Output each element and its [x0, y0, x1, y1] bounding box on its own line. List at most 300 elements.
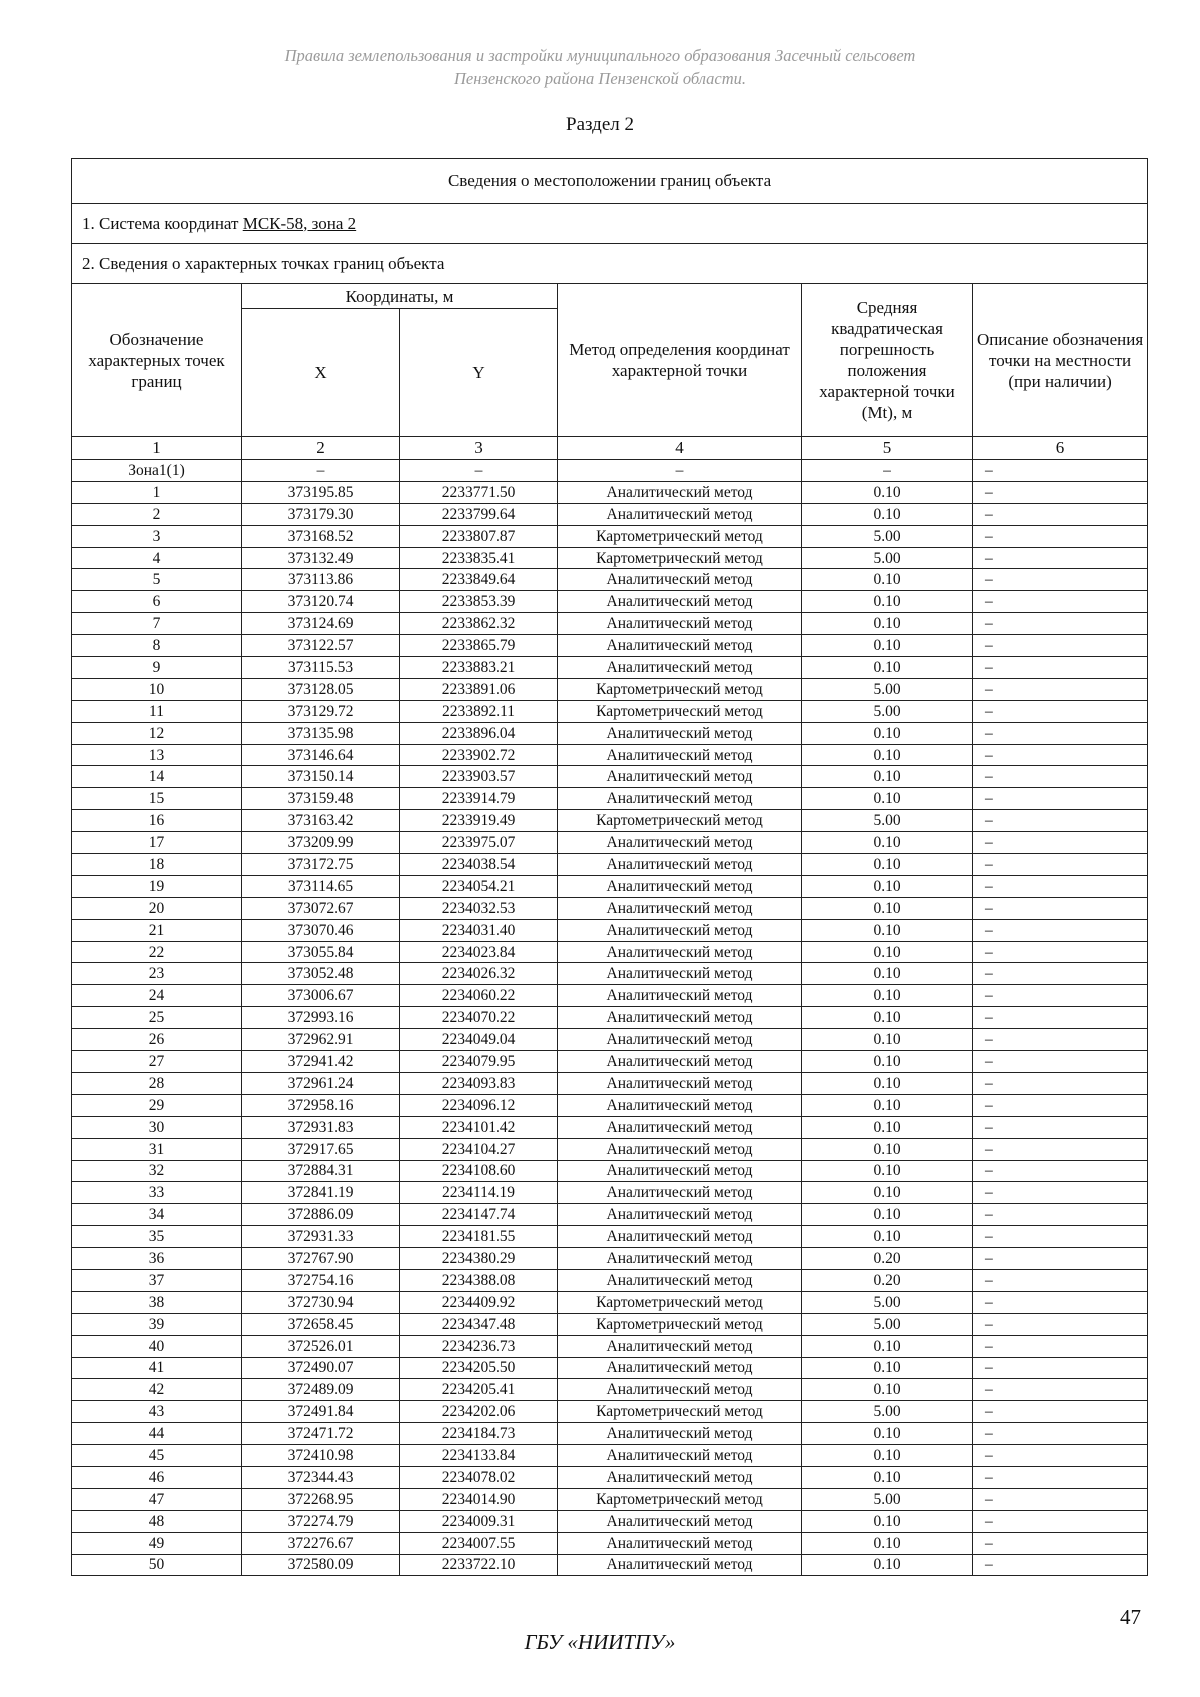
- description-cell: –: [973, 657, 1148, 679]
- x-coordinate: 373115.53: [242, 657, 400, 679]
- table-row: [72, 460, 1148, 482]
- error-cell: 0.10: [802, 1204, 973, 1226]
- header-x: X: [242, 309, 400, 437]
- points-section-title: 2. Сведения о характерных точках границ объекта: [72, 244, 1148, 284]
- table-row: [72, 1379, 1148, 1401]
- table-row: [72, 1160, 1148, 1182]
- error-cell: 0.10: [802, 897, 973, 919]
- point-designation: 47: [72, 1488, 242, 1510]
- x-coordinate: 373159.48: [242, 788, 400, 810]
- error-cell: 5.00: [802, 525, 973, 547]
- description-cell: –: [973, 919, 1148, 941]
- description-cell: –: [973, 1423, 1148, 1445]
- description-cell: –: [973, 1379, 1148, 1401]
- error-cell: 0.10: [802, 985, 973, 1007]
- point-designation: 33: [72, 1182, 242, 1204]
- page-number: 47: [1120, 1605, 1141, 1629]
- method-cell: Картометрический метод: [558, 1313, 802, 1335]
- x-coordinate: 372886.09: [242, 1204, 400, 1226]
- table-row: [72, 635, 1148, 657]
- error-cell: 0.10: [802, 788, 973, 810]
- error-cell: 5.00: [802, 1401, 973, 1423]
- method-cell: Аналитический метод: [558, 1466, 802, 1488]
- error-cell: 0.10: [802, 503, 973, 525]
- y-coordinate: 2233903.57: [400, 766, 558, 788]
- y-coordinate: 2234147.74: [400, 1204, 558, 1226]
- y-coordinate: 2234114.19: [400, 1182, 558, 1204]
- method-cell: Аналитический метод: [558, 481, 802, 503]
- point-designation: 43: [72, 1401, 242, 1423]
- x-coordinate: 372931.33: [242, 1226, 400, 1248]
- point-designation: 44: [72, 1423, 242, 1445]
- y-coordinate: 2234205.50: [400, 1357, 558, 1379]
- error-cell: –: [802, 460, 973, 482]
- y-coordinate: 2234079.95: [400, 1051, 558, 1073]
- x-coordinate: 372489.09: [242, 1379, 400, 1401]
- error-cell: 0.10: [802, 481, 973, 503]
- point-designation: 13: [72, 744, 242, 766]
- x-coordinate: 373120.74: [242, 591, 400, 613]
- method-cell: Аналитический метод: [558, 963, 802, 985]
- x-coordinate: 372580.09: [242, 1554, 400, 1576]
- header-error: Средняя квадратическая погрешность положения характерной точки (Mt), м: [802, 284, 973, 437]
- point-designation: 19: [72, 875, 242, 897]
- error-cell: 0.20: [802, 1248, 973, 1270]
- point-designation: 36: [72, 1248, 242, 1270]
- method-cell: Аналитический метод: [558, 1226, 802, 1248]
- error-cell: 0.10: [802, 919, 973, 941]
- point-designation: 48: [72, 1510, 242, 1532]
- y-coordinate: 2233799.64: [400, 503, 558, 525]
- description-cell: –: [973, 832, 1148, 854]
- method-cell: Аналитический метод: [558, 1554, 802, 1576]
- x-coordinate: 372884.31: [242, 1160, 400, 1182]
- x-coordinate: 372841.19: [242, 1182, 400, 1204]
- description-cell: –: [973, 722, 1148, 744]
- y-coordinate: 2233853.39: [400, 591, 558, 613]
- error-cell: 0.10: [802, 854, 973, 876]
- table-row: [72, 569, 1148, 591]
- point-designation: 37: [72, 1269, 242, 1291]
- x-coordinate: 372958.16: [242, 1094, 400, 1116]
- description-cell: –: [973, 810, 1148, 832]
- point-designation: 40: [72, 1335, 242, 1357]
- description-cell: –: [973, 985, 1148, 1007]
- error-cell: 0.10: [802, 1138, 973, 1160]
- error-cell: 0.10: [802, 613, 973, 635]
- description-cell: –: [973, 1532, 1148, 1554]
- x-coordinate: 373070.46: [242, 919, 400, 941]
- section-title: Раздел 2: [566, 114, 634, 135]
- running-header-line1: Правила землепользования и застройки муниципального образования Засечный сельсовет: [284, 46, 916, 65]
- y-coordinate: –: [400, 460, 558, 482]
- method-cell: Аналитический метод: [558, 941, 802, 963]
- table-row: [72, 1488, 1148, 1510]
- description-cell: –: [973, 1160, 1148, 1182]
- point-designation: 7: [72, 613, 242, 635]
- x-coordinate: 372276.67: [242, 1532, 400, 1554]
- table-row: [72, 657, 1148, 679]
- point-designation: 4: [72, 547, 242, 569]
- x-coordinate: 373129.72: [242, 700, 400, 722]
- x-coordinate: 373209.99: [242, 832, 400, 854]
- x-coordinate: 373114.65: [242, 875, 400, 897]
- x-coordinate: 372931.83: [242, 1116, 400, 1138]
- point-designation: 5: [72, 569, 242, 591]
- method-cell: Аналитический метод: [558, 919, 802, 941]
- point-designation: 1: [72, 481, 242, 503]
- point-designation: 18: [72, 854, 242, 876]
- method-cell: –: [558, 460, 802, 482]
- y-coordinate: 2234236.73: [400, 1335, 558, 1357]
- error-cell: 0.10: [802, 1357, 973, 1379]
- description-cell: –: [973, 1313, 1148, 1335]
- table-row: [72, 1029, 1148, 1051]
- point-designation: 46: [72, 1466, 242, 1488]
- y-coordinate: 2234060.22: [400, 985, 558, 1007]
- table-row: [72, 1357, 1148, 1379]
- table-row: [72, 1532, 1148, 1554]
- table-row: [72, 766, 1148, 788]
- point-designation: 22: [72, 941, 242, 963]
- y-coordinate: 2234133.84: [400, 1445, 558, 1467]
- y-coordinate: 2234409.92: [400, 1291, 558, 1313]
- table-row: [72, 1007, 1148, 1029]
- y-coordinate: 2234078.02: [400, 1466, 558, 1488]
- y-coordinate: 2234347.48: [400, 1313, 558, 1335]
- table-row: [72, 1423, 1148, 1445]
- table-row: [72, 547, 1148, 569]
- point-designation: 15: [72, 788, 242, 810]
- point-designation: 25: [72, 1007, 242, 1029]
- column-number: 6: [973, 437, 1148, 460]
- description-cell: –: [973, 1445, 1148, 1467]
- point-designation: 26: [72, 1029, 242, 1051]
- y-coordinate: 2234054.21: [400, 875, 558, 897]
- method-cell: Аналитический метод: [558, 788, 802, 810]
- header-method: Метод определения координат характерной точки: [558, 284, 802, 437]
- table-row: [72, 897, 1148, 919]
- error-cell: 0.10: [802, 635, 973, 657]
- error-cell: 5.00: [802, 700, 973, 722]
- y-coordinate: 2234026.32: [400, 963, 558, 985]
- point-designation: 8: [72, 635, 242, 657]
- error-cell: 0.10: [802, 591, 973, 613]
- point-designation: 30: [72, 1116, 242, 1138]
- point-designation: 24: [72, 985, 242, 1007]
- error-cell: 0.10: [802, 832, 973, 854]
- y-coordinate: 2233722.10: [400, 1554, 558, 1576]
- description-cell: –: [973, 1466, 1148, 1488]
- table-row: [72, 722, 1148, 744]
- point-designation: 23: [72, 963, 242, 985]
- method-cell: Аналитический метод: [558, 1094, 802, 1116]
- description-cell: –: [973, 1204, 1148, 1226]
- point-designation: 29: [72, 1094, 242, 1116]
- x-coordinate: 373146.64: [242, 744, 400, 766]
- point-designation: 14: [72, 766, 242, 788]
- table-row: [72, 854, 1148, 876]
- table-row: [72, 481, 1148, 503]
- method-cell: Аналитический метод: [558, 613, 802, 635]
- description-cell: –: [973, 1007, 1148, 1029]
- error-cell: 0.10: [802, 1423, 973, 1445]
- method-cell: Аналитический метод: [558, 1116, 802, 1138]
- method-cell: Картометрический метод: [558, 810, 802, 832]
- running-header-line2: Пензенского района Пензенской области.: [454, 69, 746, 88]
- x-coordinate: 372268.95: [242, 1488, 400, 1510]
- x-coordinate: 372491.84: [242, 1401, 400, 1423]
- method-cell: Аналитический метод: [558, 1072, 802, 1094]
- description-cell: –: [973, 1094, 1148, 1116]
- method-cell: Аналитический метод: [558, 1335, 802, 1357]
- coordinate-system: [72, 204, 1148, 244]
- x-coordinate: 373132.49: [242, 547, 400, 569]
- x-coordinate: 372658.45: [242, 1313, 400, 1335]
- point-designation: 35: [72, 1226, 242, 1248]
- description-cell: –: [973, 1335, 1148, 1357]
- error-cell: 0.10: [802, 1379, 973, 1401]
- method-cell: Аналитический метод: [558, 1445, 802, 1467]
- y-coordinate: 2233919.49: [400, 810, 558, 832]
- y-coordinate: 2233771.50: [400, 481, 558, 503]
- table-row: [72, 1291, 1148, 1313]
- point-designation: 49: [72, 1532, 242, 1554]
- y-coordinate: 2233849.64: [400, 569, 558, 591]
- footer-organization: ГБУ «НИИТПУ»: [524, 1630, 676, 1654]
- table-row: [72, 985, 1148, 1007]
- error-cell: 0.10: [802, 1226, 973, 1248]
- point-designation: 32: [72, 1160, 242, 1182]
- header-designation: Обозначение характерных точек границ: [72, 284, 242, 437]
- table-title: Сведения о местоположении границ объекта: [72, 159, 1148, 204]
- description-cell: –: [973, 1269, 1148, 1291]
- description-cell: –: [973, 1291, 1148, 1313]
- error-cell: 0.10: [802, 1072, 973, 1094]
- y-coordinate: 2233883.21: [400, 657, 558, 679]
- description-cell: –: [973, 1138, 1148, 1160]
- table-row: [72, 875, 1148, 897]
- table-row: [72, 1401, 1148, 1423]
- point-designation: 45: [72, 1445, 242, 1467]
- y-coordinate: 2234032.53: [400, 897, 558, 919]
- x-coordinate: 372993.16: [242, 1007, 400, 1029]
- x-coordinate: 373006.67: [242, 985, 400, 1007]
- y-coordinate: 2234093.83: [400, 1072, 558, 1094]
- description-cell: –: [973, 788, 1148, 810]
- x-coordinate: 373055.84: [242, 941, 400, 963]
- method-cell: Аналитический метод: [558, 766, 802, 788]
- header-coordinates: Координаты, м: [242, 284, 558, 309]
- y-coordinate: 2233975.07: [400, 832, 558, 854]
- table-row: [72, 1182, 1148, 1204]
- table-row: [72, 1335, 1148, 1357]
- table-row: [72, 1248, 1148, 1270]
- point-designation: 27: [72, 1051, 242, 1073]
- table-row: [72, 744, 1148, 766]
- error-cell: 0.10: [802, 569, 973, 591]
- column-number: 2: [242, 437, 400, 460]
- description-cell: –: [973, 700, 1148, 722]
- error-cell: 0.10: [802, 963, 973, 985]
- y-coordinate: 2234070.22: [400, 1007, 558, 1029]
- error-cell: 0.10: [802, 1532, 973, 1554]
- column-numbers-row: [72, 437, 1148, 460]
- y-coordinate: 2234104.27: [400, 1138, 558, 1160]
- description-cell: –: [973, 525, 1148, 547]
- x-coordinate: 373052.48: [242, 963, 400, 985]
- error-cell: 0.10: [802, 744, 973, 766]
- x-coordinate: 373163.42: [242, 810, 400, 832]
- description-cell: –: [973, 897, 1148, 919]
- table-row: [72, 1072, 1148, 1094]
- method-cell: Картометрический метод: [558, 1488, 802, 1510]
- x-coordinate: 373150.14: [242, 766, 400, 788]
- header-description: Описание обозначения точки на местности (при наличии): [973, 284, 1148, 437]
- y-coordinate: 2234202.06: [400, 1401, 558, 1423]
- error-cell: 0.10: [802, 722, 973, 744]
- method-cell: Аналитический метод: [558, 1379, 802, 1401]
- method-cell: Аналитический метод: [558, 1423, 802, 1445]
- method-cell: Аналитический метод: [558, 897, 802, 919]
- error-cell: 0.10: [802, 941, 973, 963]
- method-cell: Аналитический метод: [558, 503, 802, 525]
- table-row: [72, 1116, 1148, 1138]
- method-cell: Картометрический метод: [558, 678, 802, 700]
- x-coordinate: 373113.86: [242, 569, 400, 591]
- error-cell: 5.00: [802, 1313, 973, 1335]
- error-cell: 0.10: [802, 1335, 973, 1357]
- x-coordinate: 372410.98: [242, 1445, 400, 1467]
- column-number: 1: [72, 437, 242, 460]
- error-cell: 5.00: [802, 810, 973, 832]
- x-coordinate: 373124.69: [242, 613, 400, 635]
- y-coordinate: 2233835.41: [400, 547, 558, 569]
- column-number: 5: [802, 437, 973, 460]
- error-cell: 0.10: [802, 1094, 973, 1116]
- method-cell: Аналитический метод: [558, 591, 802, 613]
- method-cell: Аналитический метод: [558, 985, 802, 1007]
- coordinate-system-value: МСК-58, зона 2: [242, 213, 357, 233]
- point-designation: 11: [72, 700, 242, 722]
- description-cell: –: [973, 1072, 1148, 1094]
- x-coordinate: 373122.57: [242, 635, 400, 657]
- method-cell: Аналитический метод: [558, 1269, 802, 1291]
- method-cell: Аналитический метод: [558, 1138, 802, 1160]
- point-designation: 28: [72, 1072, 242, 1094]
- method-cell: Аналитический метод: [558, 635, 802, 657]
- description-cell: –: [973, 613, 1148, 635]
- x-coordinate: 372344.43: [242, 1466, 400, 1488]
- method-cell: Аналитический метод: [558, 1248, 802, 1270]
- method-cell: Картометрический метод: [558, 1291, 802, 1313]
- table-row: [72, 810, 1148, 832]
- x-coordinate: 372754.16: [242, 1269, 400, 1291]
- point-designation: 39: [72, 1313, 242, 1335]
- x-coordinate: 373179.30: [242, 503, 400, 525]
- y-coordinate: 2233807.87: [400, 525, 558, 547]
- method-cell: Аналитический метод: [558, 1051, 802, 1073]
- description-cell: –: [973, 1182, 1148, 1204]
- method-cell: Аналитический метод: [558, 744, 802, 766]
- y-coordinate: 2234023.84: [400, 941, 558, 963]
- error-cell: 5.00: [802, 1291, 973, 1313]
- error-cell: 0.10: [802, 766, 973, 788]
- x-coordinate: –: [242, 460, 400, 482]
- description-cell: –: [973, 1029, 1148, 1051]
- description-cell: –: [973, 1248, 1148, 1270]
- description-cell: –: [973, 941, 1148, 963]
- description-cell: –: [973, 1510, 1148, 1532]
- table-row: [72, 963, 1148, 985]
- table-row: [72, 941, 1148, 963]
- table-row: [72, 1445, 1148, 1467]
- point-designation: 16: [72, 810, 242, 832]
- x-coordinate: 372490.07: [242, 1357, 400, 1379]
- point-designation: 9: [72, 657, 242, 679]
- y-coordinate: 2233865.79: [400, 635, 558, 657]
- x-coordinate: 372730.94: [242, 1291, 400, 1313]
- method-cell: Аналитический метод: [558, 1182, 802, 1204]
- table-row: [72, 503, 1148, 525]
- description-cell: –: [973, 569, 1148, 591]
- coordinate-system-label: 1. Система координат: [82, 213, 243, 233]
- point-designation: 20: [72, 897, 242, 919]
- y-coordinate: 2234380.29: [400, 1248, 558, 1270]
- method-cell: Картометрический метод: [558, 547, 802, 569]
- point-designation: 17: [72, 832, 242, 854]
- y-coordinate: 2233892.11: [400, 700, 558, 722]
- header-y: Y: [400, 309, 558, 437]
- description-cell: –: [973, 854, 1148, 876]
- x-coordinate: 372471.72: [242, 1423, 400, 1445]
- error-cell: 0.10: [802, 875, 973, 897]
- description-cell: –: [973, 1116, 1148, 1138]
- description-cell: –: [973, 963, 1148, 985]
- x-coordinate: 372767.90: [242, 1248, 400, 1270]
- method-cell: Аналитический метод: [558, 1204, 802, 1226]
- point-designation: 38: [72, 1291, 242, 1313]
- table-row: [72, 1138, 1148, 1160]
- error-cell: 0.10: [802, 1182, 973, 1204]
- method-cell: Аналитический метод: [558, 832, 802, 854]
- table-row: [72, 1051, 1148, 1073]
- table-row: [72, 832, 1148, 854]
- table-row: [72, 525, 1148, 547]
- description-cell: –: [973, 547, 1148, 569]
- error-cell: 0.10: [802, 1029, 973, 1051]
- description-cell: –: [973, 678, 1148, 700]
- description-cell: –: [973, 744, 1148, 766]
- table-row: [72, 1269, 1148, 1291]
- method-cell: Картометрический метод: [558, 525, 802, 547]
- description-cell: –: [973, 635, 1148, 657]
- method-cell: Аналитический метод: [558, 1007, 802, 1029]
- point-designation: 6: [72, 591, 242, 613]
- x-coordinate: 372917.65: [242, 1138, 400, 1160]
- table-row: [72, 919, 1148, 941]
- x-coordinate: 372961.24: [242, 1072, 400, 1094]
- error-cell: 0.10: [802, 1116, 973, 1138]
- method-cell: Аналитический метод: [558, 1029, 802, 1051]
- description-cell: –: [973, 1488, 1148, 1510]
- method-cell: Аналитический метод: [558, 1510, 802, 1532]
- method-cell: Картометрический метод: [558, 700, 802, 722]
- description-cell: –: [973, 481, 1148, 503]
- y-coordinate: 2234007.55: [400, 1532, 558, 1554]
- description-cell: –: [973, 1226, 1148, 1248]
- point-designation: 12: [72, 722, 242, 744]
